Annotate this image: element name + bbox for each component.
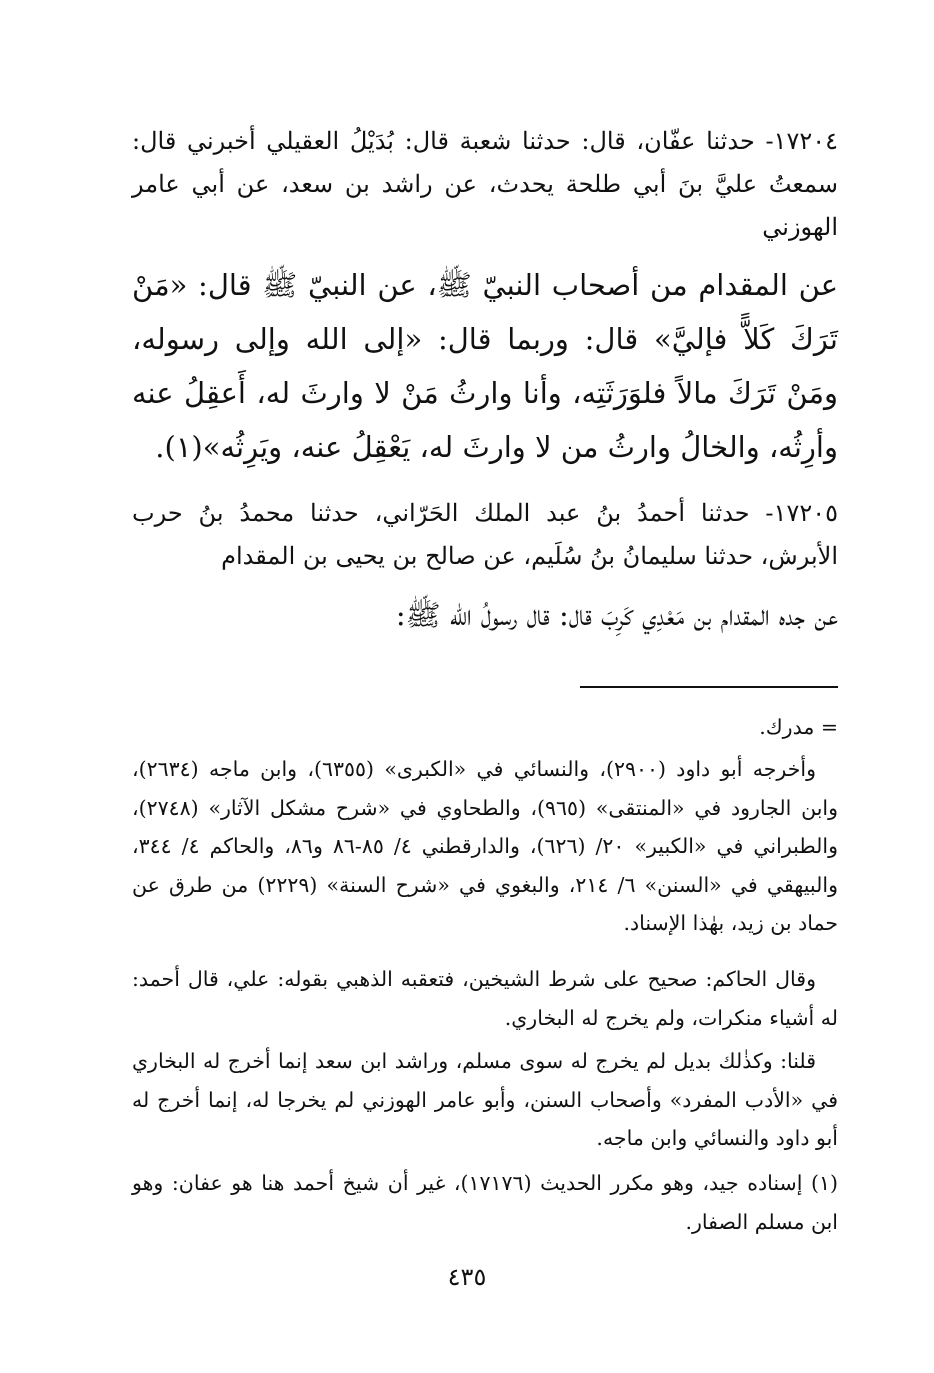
footnote-hakim: وقال الحاكم: صحيح على شرط الشيخين، فتعقبه الذهبي بقوله: علي، قال أحمد: له أشياء منكرات، ولم يخرج له البخاري.	[132, 967, 838, 1030]
hadith-17204-text: عن المقدام من أصحاب النبيّ ﷺ، عن النبيّ ﷺ قال: «مَنْ تَرَكَ كَلاًّ فإليَّ» قال: وربما قال: «إلى الله وإلى رسوله، ومَنْ تَرَكَ مالاً فلوَرَثَتِه، وأنا وارثُ مَنْ لا وارثَ له، أَعقِلُ عنه وأرِثُه، والخالُ وارثُ من لا وارثَ له، يَعْقِلُ عنه، ويَرِثُه»(١).	[132, 268, 838, 464]
footnote-1: (١) إسناده جيد، وهو مكرر الحديث (١٧١٧٦)، غير أن شيخ أحمد هنا هو عفان: وهو ابن مسلم الصفار.	[132, 1171, 838, 1234]
footnote-continuation: = مدرك.	[759, 715, 838, 739]
hadith-17204-chain: ١٧٢٠٤- حدثنا عفّان، قال: حدثنا شعبة قال: بُدَيْلُ العقيلي أخبرني قال: سمعتُ عليَّ بنَ أبي طلحة يحدث، عن راشد بن سعد، عن أبي عامر الهوزني	[132, 127, 838, 241]
hadith-17205-chain: ١٧٢٠٥- حدثنا أحمدُ بنُ عبد الملك الحَرّاني، حدثنا محمدُ بنُ حرب الأبرش، حدثنا سليمانُ بنُ سُلَيم، عن صالح بن يحيى بن المقدام	[132, 499, 838, 570]
footnote-separator	[580, 686, 838, 688]
page-number: ٤٣٥	[447, 1263, 487, 1291]
footnote-takhrij: وأخرجه أبو داود (٢٩٠٠)، والنسائي في «الكبرى» (٦٣٥٥)، وابن ماجه (٢٦٣٤)، وابن الجارود في «المنتقى» (٩٦٥)، والطحاوي في «شرح مشكل الآثار» (٢٧٤٨)، والطبراني في «الكبير» ٢٠/ (٦٢٦)، والدارقطني ٤/ ٨٥-٨٦ و٨٦، والحاكم ٤/ ٣٤٤، والبيهقي في «السنن» ٦/ ٢١٤، والبغوي في «شرح السنة» (٢٢٢٩) من طرق عن حماد بن زيد، بهٰذا الإسناد.	[132, 757, 838, 935]
hadith-17205-text: عن جده المقدام بن مَعْدِي كَرِبَ قال: قال رسولُ الله ﷺ:	[395, 598, 838, 632]
footnote-qulna: قلنا: وكذٰلك بديل لم يخرج له سوى مسلم، وراشد ابن سعد إنما أخرج له البخاري في «الأدب المفرد» وأصحاب السنن، وأبو عامر الهوزني لم يخرجا له، إنما أخرج له أبو داود والنسائي وابن ماجه.	[132, 1049, 838, 1150]
